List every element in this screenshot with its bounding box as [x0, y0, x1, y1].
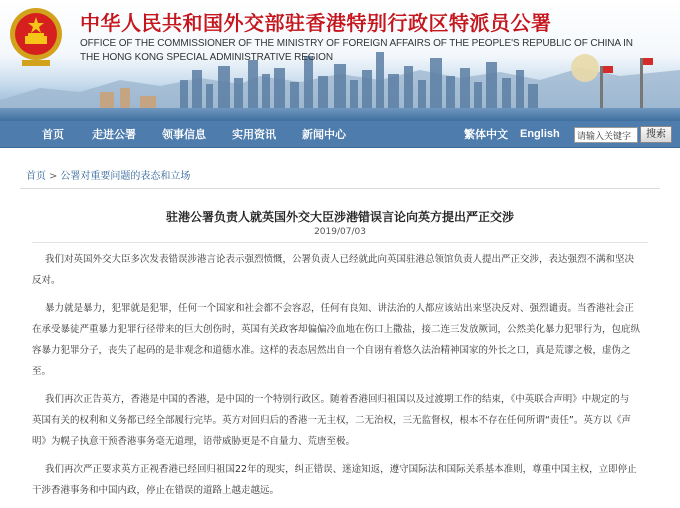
- site-title-en-line1: OFFICE OF THE COMMISSIONER OF THE MINISTRY OF FOREIGN AFFAIRS OF THE PEOPLE'S REPUBLIC OF CHINA IN: [80, 38, 633, 49]
- article-title: 驻港公署负责人就英国外交大臣涉港错误言论向英方提出严正交涉: [165, 210, 514, 224]
- nav-about[interactable]: 走进公署: [92, 128, 136, 141]
- national-emblem-icon: [8, 6, 64, 68]
- paragraph-line: 反对。: [32, 275, 61, 286]
- breadcrumb-current-link[interactable]: 公署对重要问题的表态和立场: [60, 171, 191, 182]
- nav-practical-info[interactable]: 实用资讯: [232, 128, 276, 141]
- paragraph-line: 明》为幌子执意干预香港事务毫无道理，语带威胁更是不自量力、荒唐至极。: [32, 436, 356, 447]
- nav-home[interactable]: 首页: [42, 128, 64, 141]
- nav-traditional-chinese[interactable]: 繁体中文: [464, 128, 508, 141]
- breadcrumb: [26, 167, 190, 182]
- site-title-en-line2: THE HONG KONG SPECIAL ADMINISTRATIVE REGION: [80, 52, 333, 63]
- paragraph-line: 暴力就是暴力，犯罪就是犯罪，任何一个国家和社会都不会容忍，任何有良知、讲法治的人都应该站出来坚决反对、强烈谴责。当香港社会正: [45, 303, 635, 314]
- article-title-divider: [32, 242, 648, 243]
- breadcrumb-home-link[interactable]: 首页: [26, 171, 46, 182]
- paragraph-line: 我们再次严正要求英方正视香港已经回归祖国22年的现实，纠正错误、迷途知返，遵守国际法和国际关系基本准则，尊重中国主权，立即停止: [45, 464, 637, 475]
- site-title-cn: 中华人民共和国外交部驻香港特别行政区特派员公署: [80, 11, 552, 35]
- paragraph-line: 我们对英国外交大臣多次发表错误涉港言论表示强烈愤慨，公署负责人已经就此向英国驻港总领馆负责人提出严正交涉，表达强烈不满和坚决: [45, 254, 635, 265]
- paragraph-line: 干涉香港事务和中国内政，停止在错误的道路上越走越远。: [32, 485, 280, 496]
- paragraph-line: 容暴力犯罪分子，丧失了起码的是非观念和道德水准。这样的表态居然出自一个自诩有着悠久法治精神国家的外长之口，真是荒谬之极，虚伪之: [32, 345, 631, 356]
- breadcrumb-separator: >: [49, 171, 58, 182]
- breadcrumb-divider: [20, 188, 660, 189]
- paragraph-line: 在承受暴徒严重暴力犯罪行径带来的巨大创伤时，英国有关政客却偏偏冷血地在伤口上撒盐，接二连三发放厥词，公然美化暴力犯罪行为，包庇纵: [32, 324, 641, 335]
- nav-consular[interactable]: 领事信息: [162, 128, 206, 141]
- paragraph-line: 我们再次正告英方，香港是中国的香港，是中国的一个特别行政区。随着香港回归祖国以及过渡期工作的结束，《中英联合声明》中规定的与: [45, 394, 630, 405]
- search-button[interactable]: 搜索: [640, 126, 672, 143]
- paragraph-line: 英国有关的权利和义务都已经全部履行完毕。英方对回归后的香港一无主权，二无治权，三无监督权，根本不存在任何所谓“责任”。英方以《声: [32, 415, 631, 426]
- header-banner: [0, 0, 680, 121]
- search-input[interactable]: [574, 127, 638, 143]
- nav-english[interactable]: English: [520, 128, 560, 140]
- nav-news-center[interactable]: 新闻中心: [302, 128, 346, 141]
- paragraph-line: 至。: [32, 366, 52, 377]
- article-date: 2019/07/03: [314, 227, 366, 237]
